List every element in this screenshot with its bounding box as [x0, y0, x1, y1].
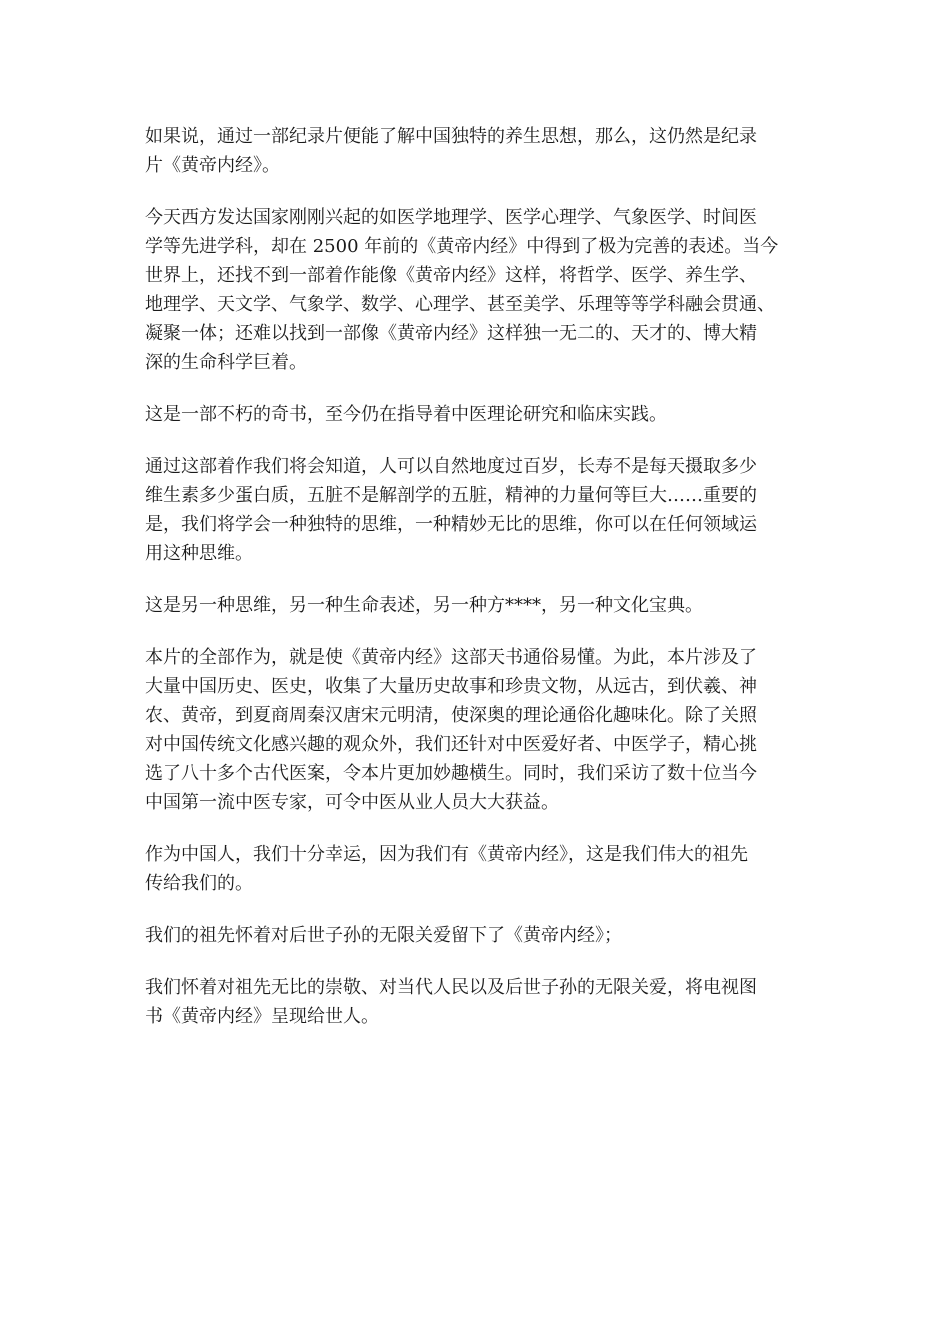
paragraph-2: 今天西方发达国家刚刚兴起的如医学地理学、医学心理学、气象医学、时间医 学等先进学科，却在 2500 年前的《黄帝内经》中得到了极为完善的表述。当今 世界上，还找不到一部着作能像《黄帝内经》这样，将哲学、医学、养生学、 地理学、天文学、气象学、数学、心理学、甚至美学、乐理等等学科融会贯通、 凝聚一体；还难以找到一部像《黄帝内经》这样独一无二的、天才的、博大精 深的生命科学巨着。 — [145, 207, 779, 373]
paragraph-8: 我们的祖先怀着对后世子孙的无限关爱留下了《黄帝内经》； — [145, 925, 622, 946]
paragraph-1: 如果说，通过一部纪录片便能了解中国独特的养生思想，那么，这仍然是纪录 片《黄帝内经》。 — [145, 126, 757, 176]
paragraph-4: 通过这部着作我们将会知道，人可以自然地度过百岁，长寿不是每天摄取多少 维生素多少蛋白质，五脏不是解剖学的五脏，精神的力量何等巨大……重要的 是，我们将学会一种独特的思维，一种精妙无比的思维，你可以在任何领域运 用这种思维。 — [145, 456, 757, 564]
paragraph-7: 作为中国人，我们十分幸运，因为我们有《黄帝内经》，这是我们伟大的祖先 传给我们的。 — [145, 844, 748, 894]
paragraph-9: 我们怀着对祖先无比的崇敬、对当代人民以及后世子孙的无限关爱，将电视图 书《黄帝内经》呈现给世人。 — [145, 977, 757, 1027]
paragraph-6: 本片的全部作为，就是使《黄帝内经》这部天书通俗易懂。为此，本片涉及了 大量中国历史、医史，收集了大量历史故事和珍贵文物，从远古，到伏羲、神 农、黄帝，到夏商周秦汉唐宋元明清，使深奥的理论通俗化趣味化。除了关照 对中国传统文化感兴趣的观众外，我们还针对中医爱好者、中医学子，精心挑 选了八十多个古代医案，令本片更加妙趣横生。同时，我们采访了数十位当今 中国第一流中医专家，可令中医从业人员大大获益。 — [145, 647, 757, 813]
paragraph-3: 这是一部不朽的奇书，至今仍在指导着中医理论研究和临床实践。 — [145, 404, 667, 425]
paragraph-5: 这是另一种思维，另一种生命表述，另一种方****，另一种文化宝典。 — [145, 595, 703, 616]
document-body — [145, 122, 813, 1054]
